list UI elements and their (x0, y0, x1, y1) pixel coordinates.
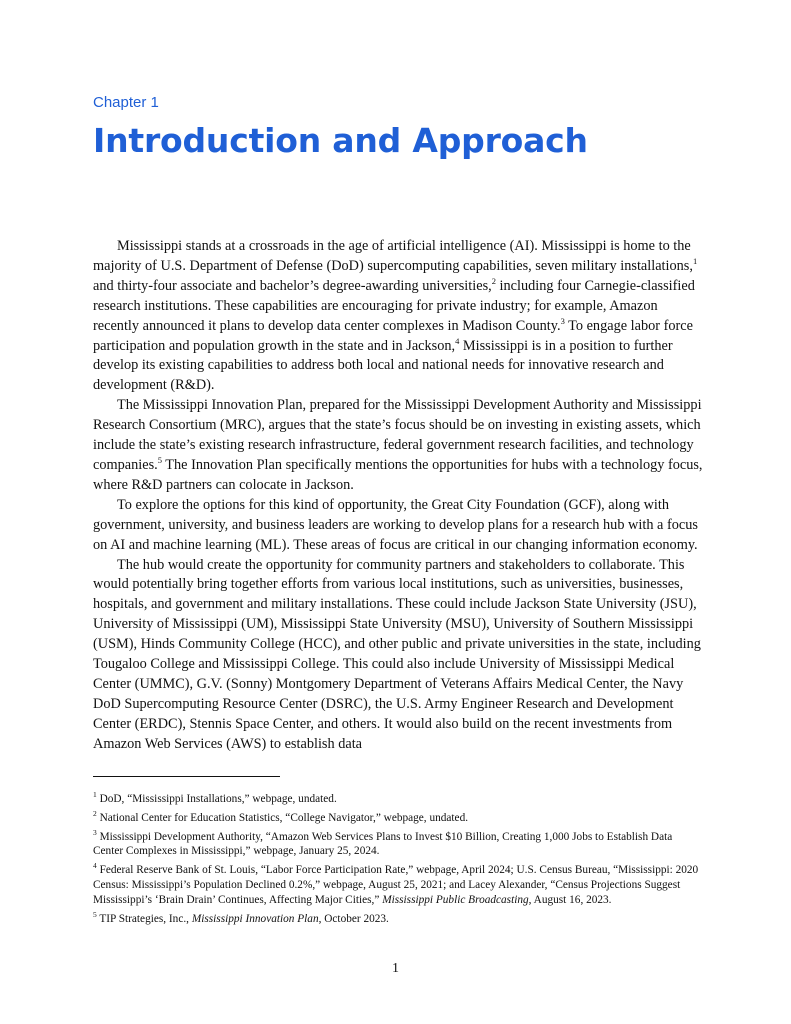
body-text (93, 237, 705, 755)
footnote-ref[interactable]: 3 (560, 315, 565, 326)
footnote-italic-source: Mississippi Innovation Plan (191, 912, 319, 925)
footnote-4 (93, 863, 705, 907)
footnote-divider (93, 776, 280, 777)
paragraph-text: including four Carnegie-classified research institutions. These capabilities are encouraging for private industry; for example, Amazon recently announced it plans to develop data center complexes in Madison County. (93, 277, 695, 334)
footnote-number: 1 (93, 790, 97, 800)
chapter-title: Introduction and Approach (93, 121, 588, 160)
paragraph-text: Mississippi stands at a crossroads in the age of artificial intelligence (AI). Mississippi is home to the majority of U.S. Department of Defense (DoD) supercomputing capabilities, seven military installations, (93, 238, 693, 274)
footnote-number: 4 (93, 861, 97, 871)
paragraph-text: and thirty-four associate and bachelor’s degree-awarding universities, (93, 277, 492, 294)
footnote-number: 5 (93, 909, 97, 919)
footnote-5 (93, 909, 705, 927)
footnote-number: 2 (93, 809, 97, 819)
footnote-text: National Center for Education Statistics, “College Navigator,” webpage, undated. (96, 811, 469, 824)
footnote-2 (93, 811, 705, 826)
footnote-text: Federal Reserve Bank of St. Louis, “Labor Force Participation Rate,” webpage, April 2024; U.S. Census Bureau, “Mississippi: 2020 Census: Mississippi’s Population Declined 0.2%,” webpage, August 25, 2021; and Lacey Alexander, “Census Projections Suggest Mississippi’s ‘Brain Drain’ Continues, Affecting Major Cities,” (93, 864, 699, 906)
paragraph-text: The Mississippi Innovation Plan, prepared for the Mississippi Development Authority and Mississippi Research Consortium (MRC), argues that the state’s focus should be on investing in existing assets, which include the state’s existing research infrastructure, federal government research facilities, and technology companies. (93, 397, 702, 473)
page-number: 1 (392, 961, 399, 976)
footnote-ref[interactable]: 4 (455, 335, 460, 346)
footnote-1 (93, 792, 705, 807)
paragraph-text: The Innovation Plan specifically mentions the opportunities for hubs with a technology focus, where R&D partners can colocate in Jackson. (93, 456, 703, 493)
paragraph-2 (93, 396, 705, 496)
footnotes (93, 792, 705, 930)
footnote-3 (93, 827, 705, 860)
footnote-number: 3 (93, 827, 97, 837)
footnote-text: Mississippi Development Authority, “Amazon Web Services Plans to Invest $10 Billion, Creating 1,000 Jobs to Establish Data Center Complexes in Mississippi,” webpage, January 25, 2024. (93, 830, 673, 858)
paragraph-text: Mississippi is in a position to further develop its existing capabilities to address both local and national needs for innovative research and development (R&D). (93, 337, 673, 394)
footnote-italic-source: Mississippi Public Broadcasting (382, 893, 529, 906)
footnote-text: TIP Strategies, Inc., (96, 912, 192, 925)
footnote-ref[interactable]: 2 (491, 276, 496, 287)
chapter-label: Chapter 1 (93, 94, 159, 111)
paragraph-1 (93, 237, 705, 396)
paragraph-3: To explore the options for this kind of opportunity, the Great City Foundation (GCF), along with government, university, and business leaders are working to develop plans for a research hub with a focus on AI and machine learning (ML). These areas of focus are critical in our changing information economy. (93, 496, 698, 553)
paragraph-text: To engage labor force participation and population growth in the state and in Jackson, (93, 317, 693, 354)
footnote-text: , October 2023. (318, 912, 389, 925)
footnote-text: , August 16, 2023. (528, 893, 612, 906)
footnote-ref[interactable]: 5 (157, 455, 162, 466)
paragraph-4: The hub would create the opportunity for community partners and stakeholders to collaborate. This would potentially bring together efforts from various local institutions, such as universities, businesses, hospitals, and government and military installations. These could include Jackson State University (JSU), University of Mississippi (UM), Mississippi State University (MSU), University of Southern Mississippi (USM), Hinds Community College (HCC), and other public and private universities in the state, including Tougaloo College and Mississippi College. This could also include University of Mississippi Medical Center (UMMC), G.V. (Sonny) Montgomery Department of Veterans Affairs Medical Center, the Navy DoD Supercomputing Resource Center (DSRC), the U.S. Army Engineer Research and Development Center (ERDC), Stennis Space Center, and others. It would also build on the recent investments from Amazon Web Services (AWS) to establish data (93, 556, 701, 752)
footnote-ref[interactable]: 1 (692, 256, 698, 267)
footnote-text: DoD, “Mississippi Installations,” webpage, undated. (96, 793, 337, 805)
